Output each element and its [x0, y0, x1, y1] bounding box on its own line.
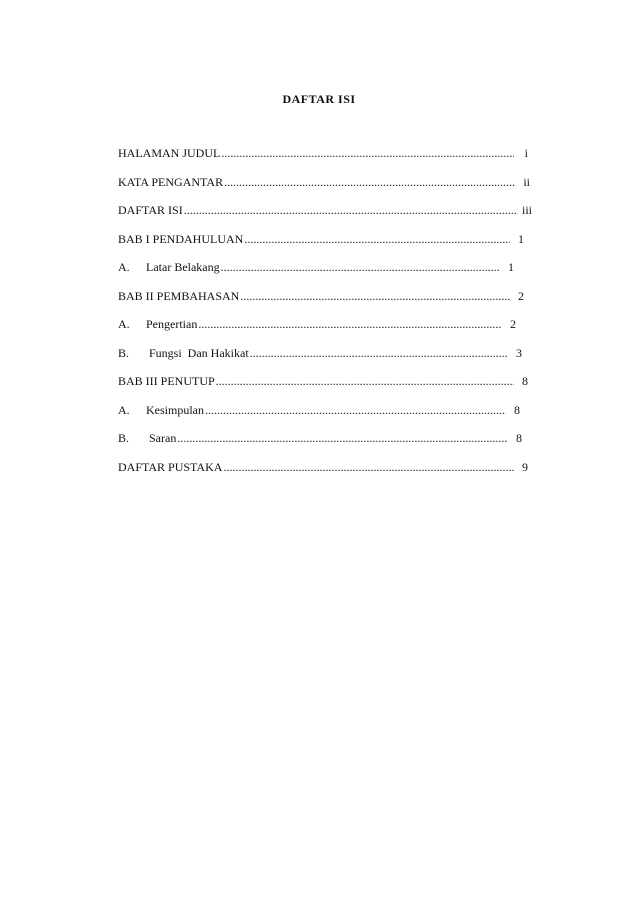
toc-entry-page: i	[524, 146, 528, 160]
toc-entry	[118, 314, 516, 343]
toc-entry-page: 2	[510, 317, 516, 331]
toc-entry-number: A.	[118, 402, 130, 417]
toc-leader-dots	[223, 457, 514, 477]
toc-leader-dots	[216, 371, 514, 391]
toc-leader-dots	[224, 172, 516, 192]
toc-entry	[118, 428, 522, 457]
toc-entry	[118, 400, 520, 429]
toc-entry-label: BAB I PENDAHULUAN	[118, 231, 244, 246]
toc-entry-label: BAB III PENUTUP	[118, 374, 215, 388]
toc-entry-label: Latar Belakang	[146, 260, 220, 274]
toc-entry-page: 1	[518, 231, 524, 246]
toc-leader-dots	[221, 143, 514, 163]
toc-leader-dots	[244, 229, 510, 249]
toc-entry-page: 8	[514, 402, 520, 417]
toc-entry	[118, 143, 528, 172]
toc-entry-number: B.	[118, 431, 130, 445]
toc-entry-number: A.	[118, 317, 130, 331]
toc-entry-page: 9	[522, 459, 528, 474]
page-title: DAFTAR ISI	[282, 92, 356, 106]
toc-leader-dots	[250, 343, 508, 363]
toc-leader-dots	[205, 400, 506, 420]
toc-leader-dots	[177, 428, 508, 448]
toc-entry-label: HALAMAN JUDUL	[118, 146, 221, 160]
toc-entry	[118, 371, 528, 400]
toc-entry-label: Saran	[146, 431, 177, 445]
toc-entry-page: 8	[516, 431, 522, 445]
toc-entry	[118, 343, 522, 372]
toc-entry	[118, 286, 524, 315]
toc-leader-dots	[184, 200, 518, 220]
toc-entry-label: DAFTAR ISI	[118, 203, 183, 217]
table-of-contents	[118, 143, 532, 485]
toc-entry-label: Pengertian	[146, 317, 198, 331]
toc-entry-label: KATA PENGANTAR	[118, 174, 224, 189]
toc-entry-page: 8	[522, 374, 528, 388]
toc-entry-label: Kesimpulan	[146, 402, 204, 417]
toc-entry-page: 1	[508, 260, 514, 274]
toc-entry	[118, 257, 514, 286]
toc-leader-dots	[221, 257, 500, 277]
toc-entry-page: 2	[518, 288, 524, 303]
toc-leader-dots	[240, 286, 510, 306]
toc-entry-page: 3	[516, 345, 522, 360]
toc-entry-label: BAB II PEMBAHASAN	[118, 288, 240, 303]
toc-entry	[118, 200, 532, 229]
toc-leader-dots	[198, 314, 502, 334]
toc-entry-number: B.	[118, 345, 130, 360]
toc-entry-label: DAFTAR PUSTAKA	[118, 459, 223, 474]
toc-entry-page: ii	[523, 174, 530, 189]
toc-entry	[118, 457, 528, 486]
toc-entry-page: iii	[521, 203, 532, 217]
toc-entry-label: Fungsi Dan Hakikat	[146, 345, 249, 360]
toc-entry	[118, 229, 524, 258]
toc-entry-number: A.	[118, 260, 130, 274]
toc-entry	[118, 172, 530, 201]
